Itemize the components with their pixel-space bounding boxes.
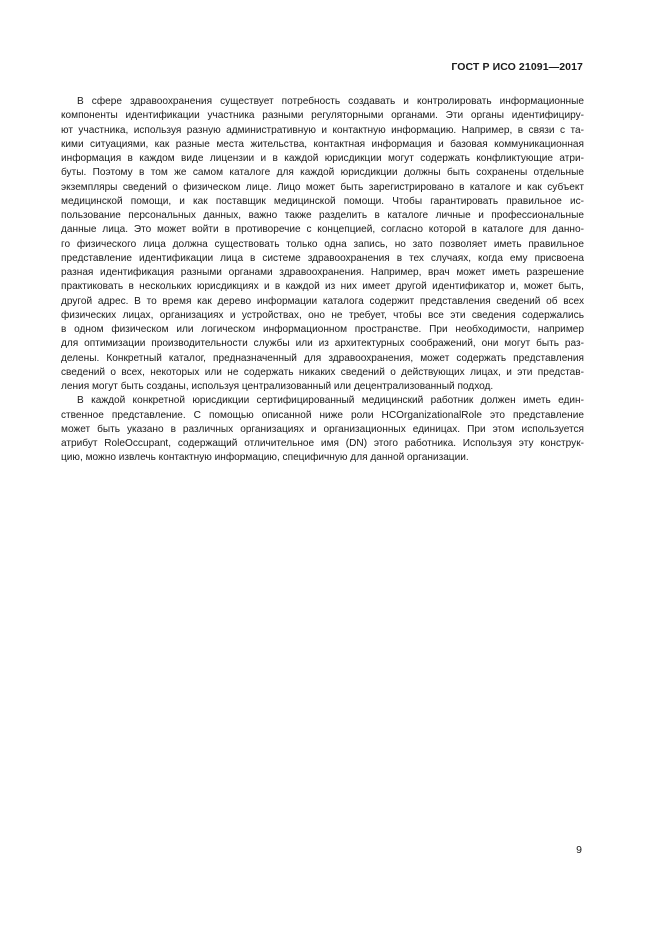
text-line: кими ситуациями, как разные места жительства, контактная информация и базовая коммуникационная (61, 138, 584, 150)
text-line: представление идентификации лица в системе здравоохранения в тех случаях, когда ему присвоена (61, 252, 584, 264)
text-line: В каждой конкретной юрисдикции сертифицированный медицинский работник должен иметь един- (77, 395, 584, 407)
text-line: физических лицах, организациях и устройствах, оно не требует, чтобы все эти сведения содержались (61, 309, 584, 321)
standard-designation: ГОСТ Р ИСО 21091—2017 (451, 61, 583, 73)
text-line: может быть указано в различных организациях и организационных единицах. При этом используется (61, 423, 584, 435)
text-line: сведений о всех, некоторых или не содержать никаких сведений о действующих лицах, и эти представ- (61, 366, 584, 378)
text-line: ственное представление. С помощью описанной ниже роли HCOrganizationalRole это представление (61, 409, 584, 421)
text-line: ют участника, используя разную административную и контактную информацию. Например, в связи с та- (61, 124, 584, 136)
page-number: 9 (576, 844, 582, 856)
text-line: информация в каждом виде лицензии и в каждой юрисдикции могут содержать конфликтующие атри- (61, 153, 584, 164)
text-line: буты. Поэтому в том же самом каталоге для каждой юрисдикции должны быть сохранены отдельные (61, 167, 584, 179)
text-line: делены. Конкретный каталог, предназначенный для здравоохранения, может содержать представления (61, 352, 584, 364)
text-line: экземпляры сведений о физическом лице. Лицо может быть зарегистрировано в каталоге и как субъект (61, 181, 584, 193)
body-text (61, 95, 584, 466)
text-line: атрибут RoleOccupant, содержащий отличительное имя (DN) этого работника. Используя эту конструк- (61, 438, 584, 449)
text-line: пользование персональных данных, важно также разделить в каталоге личные и профессиональные (61, 210, 584, 221)
text-line: медицинской помощи, и как поставщик медицинской помощи. Чтобы гарантировать правильное ис- (61, 195, 584, 207)
text-line: ления могут быть созданы, используя централизованный или децентрализованный подход. (61, 381, 494, 392)
text-line: компоненты идентификации участника разными регуляторными органами. Эти органы идентифициру- (61, 110, 584, 122)
text-line: практиковать в нескольких юрисдикциях и в каждой из них имеет другой идентификатор и, может быть, (61, 281, 584, 293)
text-line: В сфере здравоохранения существует потребность создавать и контролировать информационные (77, 96, 584, 107)
text-line: цию, можно извлечь контактную информацию, специфичную для данной организации. (61, 452, 469, 464)
text-line: в одном физическом или логическом информационном пространстве. При необходимости, например (61, 324, 584, 335)
paragraph-2 (61, 394, 584, 465)
text-line: для оптимизации производительности службы или из архитектурных соображений, они могут быть раз- (61, 338, 584, 350)
text-line: другой адрес. В то время как дерево информации каталога содержит представления сведений об всех (61, 295, 584, 307)
text-line: разная идентификация разными органами здравоохранения. Например, врач может иметь разрешение (61, 267, 584, 278)
paragraph-1 (61, 95, 584, 394)
text-line: го физического лица должна существовать только одна запись, но зато позволяет иметь правильное (61, 238, 584, 250)
text-line: данные лица. Это может войти в противоречие с концепцией, согласно которой в каталоге для данно- (61, 224, 584, 236)
